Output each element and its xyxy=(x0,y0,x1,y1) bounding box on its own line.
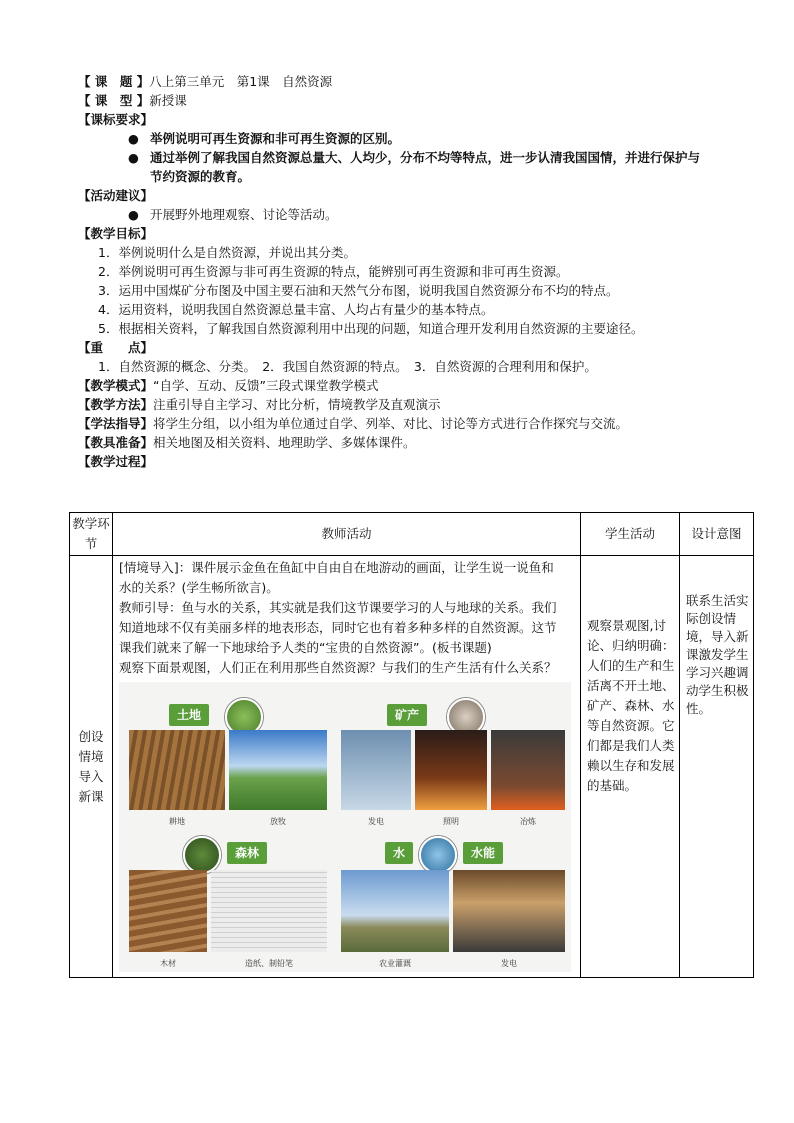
hydropower-tag: 水能 xyxy=(463,842,503,864)
prep-label: 【教具准备】 xyxy=(78,435,154,450)
header-student: 学生活动 xyxy=(581,513,680,556)
bullet-dot-icon: ● xyxy=(128,150,139,165)
mineral-tag: 矿产 xyxy=(387,704,427,726)
forest-panel xyxy=(125,836,331,970)
standards-bullet-2-cont: 节约资源的教育。 xyxy=(150,169,251,184)
goal-item: 5．根据相关资料，了解我国自然资源利用中出现的问题，知道合理开发利用自然资源的主要途径。 xyxy=(98,321,644,336)
lesson-plan xyxy=(78,72,738,471)
type-value: 新授课 xyxy=(149,93,187,108)
activity-bullet: ● 开展野外地理观察、讨论等活动。 xyxy=(128,207,338,222)
topic-row xyxy=(78,72,738,91)
teacher-line: 观察下面景观图，人们正在利用那些自然资源？与我们的生产生活有什么关系？ xyxy=(119,660,557,675)
caption: 冶炼 xyxy=(520,817,536,826)
water-globe-icon xyxy=(419,836,457,874)
forest-tag: 森林 xyxy=(227,842,267,864)
prep-row xyxy=(78,433,738,452)
farmland-photo xyxy=(129,730,225,810)
teacher-line: 知道地球不仅有美丽多样的地表形态，同时它也有着多种多样的自然资源。这节 xyxy=(119,620,557,635)
topic-label: 【 课 题 】 xyxy=(78,74,150,89)
activity-label: 【活动建议】 xyxy=(78,188,154,203)
method-value: 注重引导自主学习、对比分析，情境教学及直观演示 xyxy=(153,397,441,412)
keypoints-label: 【重 点】 xyxy=(78,340,154,355)
guide-row xyxy=(78,414,738,433)
goals-label: 【教学目标】 xyxy=(78,226,154,241)
forest-globe-icon xyxy=(183,836,221,874)
timber-photo xyxy=(129,870,207,952)
caption: 木材 xyxy=(160,959,176,968)
type-label: 【 课 型 】 xyxy=(78,93,150,108)
water-panel xyxy=(341,836,567,970)
standards-bullet-2: ● 通过举例了解我国自然资源总量大、人均少，分布不均等特点，进一步认清我国国情，并进行保护与 xyxy=(128,150,701,165)
method-label: 【教学方法】 xyxy=(78,397,154,412)
teacher-cell xyxy=(113,556,581,978)
teacher-line: 水的关系？(学生畅所欲言)。 xyxy=(119,580,279,595)
type-row xyxy=(78,91,738,110)
caption: 照明 xyxy=(443,817,459,826)
pasture-photo xyxy=(229,730,327,810)
keypoints-text: 1．自然资源的概念、分类。 2．我国自然资源的特点。 3．自然资源的合理利用和保护。 xyxy=(98,359,597,374)
teacher-line: [情境导入]：课件展示金鱼在鱼缸中自由自在地游动的画面，让学生说一说鱼和 xyxy=(119,560,554,575)
mode-value: “自学、互动、反馈”三段式课堂教学模式 xyxy=(153,378,379,393)
land-tag: 土地 xyxy=(169,704,209,726)
caption: 发电 xyxy=(368,817,384,826)
teacher-line: 课我们就来了解一下地球给予人类的“宝贵的自然资源”。(板书课题) xyxy=(119,640,492,655)
caption: 农业灌溉 xyxy=(379,959,411,968)
bullet-dot-icon: ● xyxy=(128,131,139,146)
process-table xyxy=(69,512,754,978)
goal-item: 4．运用资料，说明我国自然资源总量丰富、人均占有量少的基本特点。 xyxy=(98,302,494,317)
goal-item: 1．举例说明什么是自然资源，并说出其分类。 xyxy=(98,245,356,260)
student-cell: 观察景观图,讨论、归纳明确：人们的生产和生活离不开土地、矿产、森林、水等自然资源。它们都是我们人类赖以生存和发展的基础。 xyxy=(581,556,680,978)
guide-label: 【学法指导】 xyxy=(78,416,154,431)
goal-item: 3．运用中国煤矿分布图及中国主要石油和天然气分布图，说明我国自然资源分布不均的特点。 xyxy=(98,283,619,298)
prep-value: 相关地图及相关资料、地理助学、多媒体课件。 xyxy=(153,435,416,450)
hydropower-photo xyxy=(453,870,565,952)
guide-value: 将学生分组，以小组为单位通过自学、列举、对比、讨论等方式进行合作探究与交流。 xyxy=(153,416,629,431)
paper-photo xyxy=(211,870,327,952)
bullet-dot-icon: ● xyxy=(128,207,139,222)
caption: 造纸、制铅笔 xyxy=(245,959,293,968)
topic-value: 八上第三单元 第1课 自然资源 xyxy=(149,74,333,89)
smelting-photo xyxy=(491,730,565,810)
power-photo xyxy=(341,730,411,810)
resource-figure xyxy=(119,682,571,972)
irrigation-photo xyxy=(341,870,449,952)
caption: 发电 xyxy=(501,959,517,968)
mineral-panel xyxy=(341,698,567,828)
header-design: 设计意图 xyxy=(680,513,754,556)
caption: 放牧 xyxy=(270,817,286,826)
standards-bullet-1: ● 举例说明可再生资源和非可再生资源的区别。 xyxy=(128,131,401,146)
design-cell: 联系生活实际创设情境，导入新课激发学生学习兴趣调动学生积极性。 xyxy=(680,556,754,978)
teacher-line: 教师引导：鱼与水的关系，其实就是我们这节课要学习的人与地球的关系。我们 xyxy=(119,600,557,615)
table-row xyxy=(70,556,754,978)
header-stage: 教学环节 xyxy=(70,513,113,556)
stage-cell: 创设情境导入新课 xyxy=(70,556,113,978)
mode-row xyxy=(78,376,738,395)
land-panel xyxy=(125,698,331,828)
caption: 耕地 xyxy=(169,817,185,826)
water-tag: 水 xyxy=(385,842,413,864)
method-row xyxy=(78,395,738,414)
header-teacher: 教师活动 xyxy=(113,513,581,556)
standards-label: 【课标要求】 xyxy=(78,112,154,127)
lighting-photo xyxy=(415,730,487,810)
goal-item: 2．举例说明可再生资源与非可再生资源的特点，能辨别可再生资源和非可再生资源。 xyxy=(98,264,569,279)
mode-label: 【教学模式】 xyxy=(78,378,154,393)
table-header-row xyxy=(70,513,754,556)
process-label: 【教学过程】 xyxy=(78,454,154,469)
